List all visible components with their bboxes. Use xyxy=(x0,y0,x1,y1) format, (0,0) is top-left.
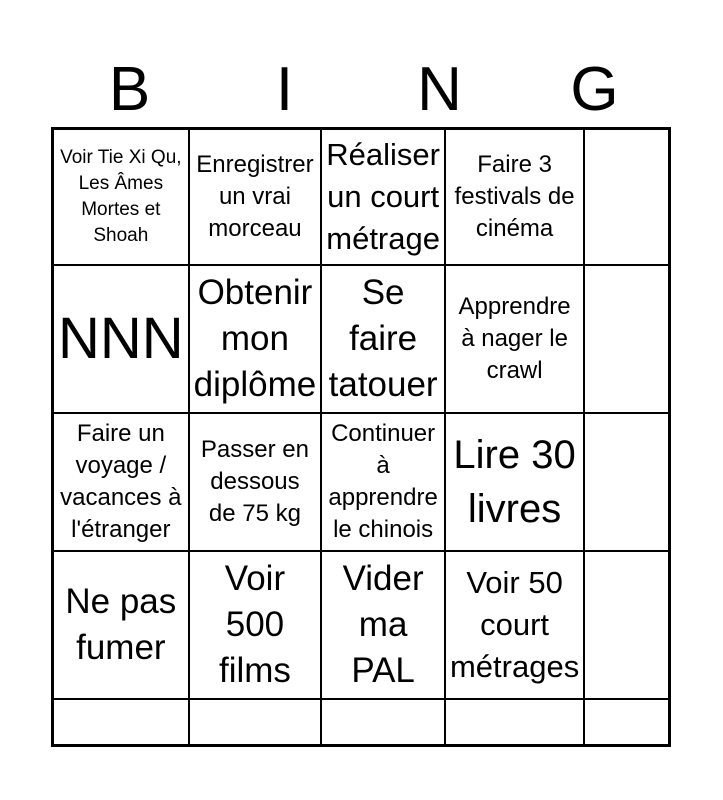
bingo-cell[interactable] xyxy=(584,129,669,265)
header-letter-g: G xyxy=(570,55,619,124)
bingo-cell[interactable] xyxy=(321,129,445,265)
bingo-cell[interactable] xyxy=(189,413,322,551)
bingo-cell[interactable] xyxy=(189,699,322,745)
cell-text: NNN xyxy=(58,306,184,371)
bingo-cell[interactable] xyxy=(445,129,584,265)
bingo-cell[interactable] xyxy=(189,129,322,265)
bingo-cell[interactable] xyxy=(189,551,322,699)
header-letter-b: B xyxy=(108,55,151,124)
bingo-cell[interactable] xyxy=(445,265,584,413)
cell-text: Réaliser un court métrage xyxy=(326,137,440,256)
cell-text: Voir 500 films xyxy=(218,559,291,690)
cell-text: Lire 30 livres xyxy=(453,433,576,531)
cell-text: Obtenir mon diplôme xyxy=(193,273,317,404)
bingo-cell[interactable] xyxy=(445,413,584,551)
bingo-cell[interactable] xyxy=(53,699,189,745)
cell-text: Voir 50 court métrages xyxy=(449,565,580,684)
bingo-cell[interactable] xyxy=(321,699,445,745)
bingo-cell[interactable] xyxy=(321,265,445,413)
cell-text: Vider ma PAL xyxy=(342,559,424,690)
bingo-cell[interactable] xyxy=(584,551,669,699)
cell-text: Ne pas fumer xyxy=(65,582,177,667)
bingo-cell[interactable] xyxy=(584,413,669,551)
cell-text: Enregistrer un vrai morceau xyxy=(196,151,314,242)
bingo-grid xyxy=(51,127,671,747)
bingo-cell[interactable] xyxy=(321,551,445,699)
header-letter-i: I xyxy=(275,55,294,124)
cell-text: Passer en dessous de 75 kg xyxy=(200,436,309,527)
bingo-cell[interactable] xyxy=(53,413,189,551)
bingo-cell[interactable] xyxy=(321,413,445,551)
bingo-cell[interactable] xyxy=(189,265,322,413)
bingo-cell[interactable] xyxy=(53,265,189,413)
bingo-cell[interactable] xyxy=(53,129,189,265)
bingo-cell[interactable] xyxy=(445,551,584,699)
cell-text: Faire 3 festivals de cinéma xyxy=(454,151,575,242)
bingo-cell[interactable] xyxy=(584,699,669,745)
header-letter-n: N xyxy=(417,55,462,124)
cell-text: Faire un voyage / vacances à l'étranger xyxy=(60,420,182,543)
bingo-header xyxy=(52,52,672,128)
cell-text: Continuer à apprendre le chinois xyxy=(328,420,438,543)
bingo-cell[interactable] xyxy=(584,265,669,413)
cell-text: Se faire tatouer xyxy=(328,273,438,404)
bingo-cell[interactable] xyxy=(53,551,189,699)
bingo-cell[interactable] xyxy=(445,699,584,745)
cell-text: Apprendre à nager le crawl xyxy=(458,293,571,384)
cell-text: Voir Tie Xi Qu, Les Âmes Mortes et Shoah xyxy=(60,147,182,246)
